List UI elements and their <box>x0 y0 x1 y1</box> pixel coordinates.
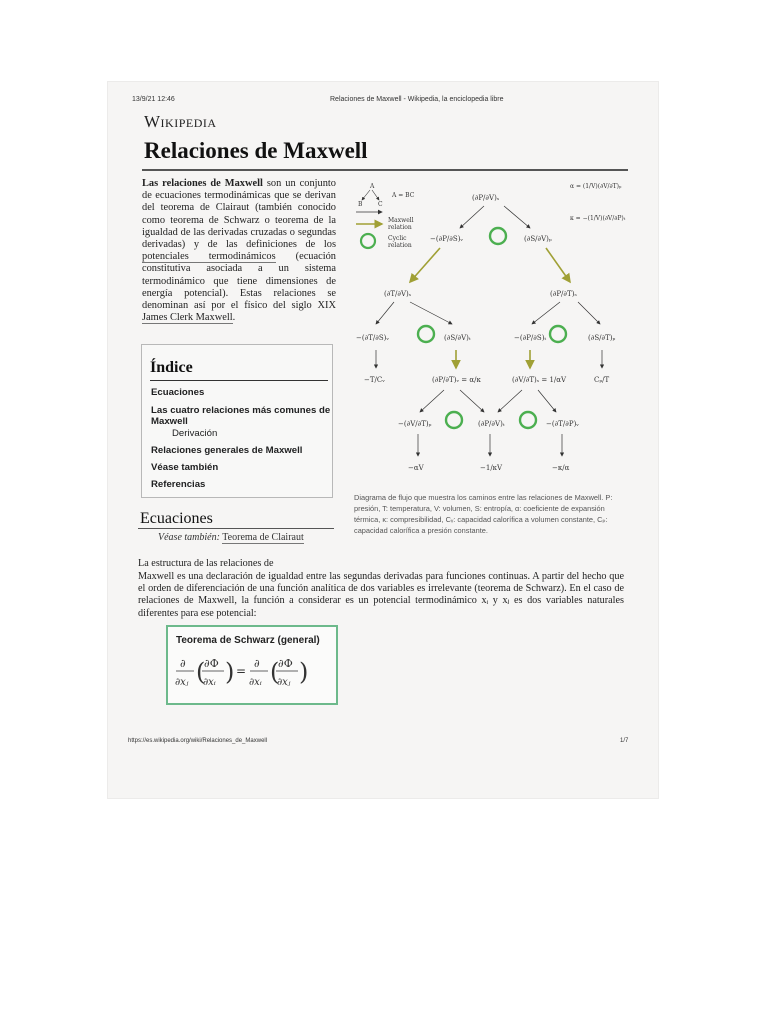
svg-text:∂xᵢ: ∂xᵢ <box>249 677 262 688</box>
svg-text:(: ( <box>270 658 280 686</box>
legend-cyclic-1: Cyclic <box>388 235 407 242</box>
cycle-icon-1 <box>490 228 506 244</box>
article-title: Relaciones de Maxwell <box>144 138 368 163</box>
svg-text:∂xⱼ: ∂xⱼ <box>175 677 189 688</box>
node-n7b: −1/κV <box>480 464 503 472</box>
def-kappa: κ = −(1/V)(∂V/∂P)ₜ <box>570 215 626 222</box>
node-n4d: (∂S/∂T)ₚ <box>588 334 616 342</box>
link-potenciales-termodinamicos[interactable]: potenciales termodinámicos <box>142 251 276 263</box>
legend-formula: A = BC <box>392 192 415 199</box>
svg-text:∂xᵢ: ∂xᵢ <box>203 677 216 688</box>
legend-maxwell-1: Maxwell <box>388 217 414 224</box>
node-n6b: (∂P/∂V)ₜ <box>478 420 505 428</box>
legend-b: B <box>358 201 363 208</box>
node-n6c: −(∂T/∂P)ᵥ <box>546 420 579 428</box>
title-divider <box>142 169 628 171</box>
node-n7c: −κ/α <box>552 464 570 472</box>
node-n4a: −(∂T/∂S)ᵥ <box>356 334 389 342</box>
node-n7a: −αV <box>408 464 424 472</box>
legend-c: C <box>378 201 383 208</box>
footer-url: https://es.wikipedia.org/wiki/Relaciones_de_Maxwell <box>128 738 268 744</box>
print-page-title: Relaciones de Maxwell - Wikipedia, la enciclopedia libre <box>330 96 504 103</box>
node-n3r: (∂P/∂T)ₛ <box>550 290 577 298</box>
node-n4c: −(∂P/∂S)ₜ <box>514 334 547 342</box>
svg-text:∂: ∂ <box>254 657 260 670</box>
link-teorema-de-clairaut[interactable]: Teorema de Clairaut <box>222 532 304 543</box>
svg-text:=: = <box>236 664 247 678</box>
legend <box>356 183 415 249</box>
toc-item-cuatro-relaciones[interactable]: Las cuatro relaciones más comunes de Maxwell <box>151 405 331 427</box>
cycle-icon-4 <box>446 412 462 428</box>
node-n5d: Cₚ/T <box>594 376 610 384</box>
para-first-line: La estructura de las relaciones de <box>138 558 274 569</box>
intro-text-2: (ecuación constitutiva asociada a un sistema termodinámico que tiene dimensiones de energía potencial). Estas relaciones se denominan así por el físico del siglo XIX <box>142 251 337 312</box>
theorem-title: Teorema de Schwarz (general) <box>176 635 320 646</box>
wikipedia-wordmark: Wikipedia <box>144 112 217 131</box>
cycle-icon-2 <box>418 326 434 342</box>
intro-text-3: . <box>232 312 236 324</box>
intro-text-1: son un conjunto de ecuaciones termodinámicas que se derivan del teorema de Clairaut (también conocido como teorema de Schwarz o teorema de la igualdad de las derivadas cruzadas o segundas derivadas) y de las definiciones de los <box>142 178 337 251</box>
node-n5a: −T/Cᵥ <box>364 376 385 384</box>
table-of-contents <box>141 344 333 498</box>
cycle-icon-5 <box>520 412 536 428</box>
toc-title: Índice <box>150 359 193 376</box>
cyclic-legend-icon <box>361 234 375 248</box>
legend-cyclic-2: relation <box>388 242 412 249</box>
node-n2r: (∂S/∂V)ₚ <box>524 235 552 243</box>
legend-a: A <box>370 183 375 190</box>
svg-text:∂xⱼ: ∂xⱼ <box>277 677 291 688</box>
para-body: Maxwell es una declaración de igualdad entre las segundas derivadas para funciones continuas. A partir del hecho que el orden de diferenciación de una función analítica de dos variables es irrelevante (teorema de Schwarz). En el caso de relaciones de Maxwell, la función a considerar es un potencial termodinámico xᵢ y xⱼ es dos variables naturales diferentes para ese potencial: <box>138 571 624 619</box>
toc-item-vease-tambien[interactable]: Véase también <box>151 462 219 473</box>
svg-text:∂Φ: ∂Φ <box>204 657 219 670</box>
svg-text:): ) <box>299 658 309 686</box>
toc-item-relaciones-generales[interactable]: Relaciones generales de Maxwell <box>151 445 303 456</box>
svg-text:(: ( <box>196 658 206 686</box>
section-divider <box>138 528 334 529</box>
intro-paragraph <box>142 178 336 324</box>
node-n5b: (∂P/∂T)ᵥ = α/κ <box>432 376 481 384</box>
toc-divider <box>150 380 328 381</box>
maxwell-flow-diagram <box>348 178 638 492</box>
legend-maxwell-2: relation <box>388 224 412 231</box>
see-also-label: Véase también: <box>158 532 220 543</box>
section-heading-ecuaciones: Ecuaciones <box>140 510 213 527</box>
link-james-clerk-maxwell[interactable]: James Clerk Maxwell <box>142 312 233 324</box>
see-also-line <box>158 532 304 543</box>
printed-page <box>108 82 658 798</box>
toc-item-referencias[interactable]: Referencias <box>151 479 206 490</box>
svg-text:∂: ∂ <box>180 657 186 670</box>
node-n6a: −(∂V/∂T)ₚ <box>398 420 432 428</box>
schwarz-formula <box>168 627 336 703</box>
cycle-icon-3 <box>550 326 566 342</box>
toc-item-derivacion[interactable]: Derivación <box>172 428 218 439</box>
intro-bold-lead: Las relaciones de Maxwell <box>142 178 263 189</box>
node-n5c: (∂V/∂T)ₛ = 1/αV <box>512 376 567 384</box>
toc-item-ecuaciones[interactable]: Ecuaciones <box>151 387 205 398</box>
def-alpha: α = (1/V)(∂V/∂T)ₚ <box>570 183 622 190</box>
svg-text:∂Φ: ∂Φ <box>278 657 293 670</box>
node-n2l: −(∂P/∂S)ᵥ <box>430 235 464 243</box>
print-timestamp: 13/9/21 12:46 <box>132 96 175 103</box>
node-n4b: (∂S/∂V)ₜ <box>444 334 471 342</box>
footer-page-number: 1/7 <box>620 738 629 744</box>
svg-text:): ) <box>225 658 235 686</box>
node-n3l: (∂T/∂V)ₛ <box>384 290 412 298</box>
node-n1: (∂P/∂V)ₛ <box>472 194 500 202</box>
schwarz-theorem-box <box>166 625 338 705</box>
diagram-caption: Diagrama de flujo que muestra los caminos entre las relaciones de Maxwell. P: presión, T: temperatura, V: volumen, S: entropía, α: coeficiente de expansión térmica, κ: compresibilidad, Cᵥ: capacidad calorífica a volumen constante, Cₚ: capacidad calorífica a presión constante. <box>354 493 613 535</box>
